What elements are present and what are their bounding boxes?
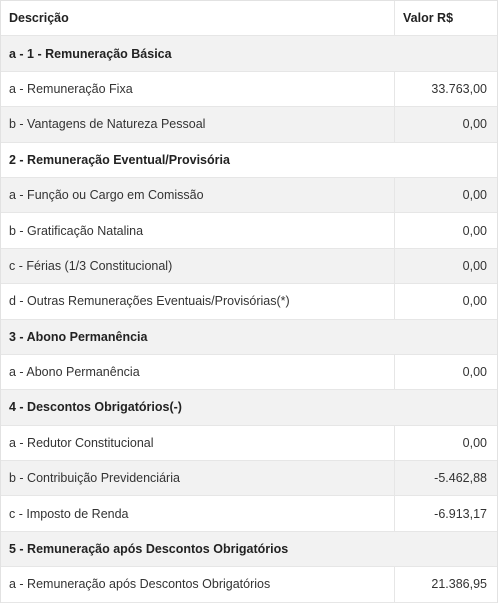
table-row [1,249,497,284]
row-value [395,320,497,354]
row-value: 0,00 [462,365,487,380]
row-value: 21.386,95 [431,577,487,592]
row-value: 0,00 [462,435,487,450]
row-description: d - Outras Remunerações Eventuais/Provisórias(*) [1,284,395,318]
row-description: c - Férias (1/3 Constitucional) [1,249,395,283]
row-value [395,36,497,70]
column-header-valor: Valor R$ [403,11,454,26]
row-value: 0,00 [462,294,487,309]
section-header-row [1,36,497,71]
section-header-row [1,320,497,355]
section-label: 2 - Remuneração Eventual/Provisória [9,152,230,167]
column-header-descricao: Descrição [1,1,395,35]
row-value: 0,00 [462,258,487,273]
row-value: 0,00 [462,188,487,203]
row-value: 0,00 [462,223,487,238]
section-header-row [1,390,497,425]
table-row [1,107,497,142]
table-row [1,461,497,496]
row-value: -6.913,17 [434,506,487,521]
table-row [1,426,497,461]
table-body [1,36,497,602]
table-row [1,355,497,390]
row-description: c - Imposto de Renda [1,496,395,530]
row-value [395,143,497,177]
section-label: 3 - Abono Permanência [9,329,148,344]
row-description: b - Vantagens de Natureza Pessoal [1,107,395,141]
table-row [1,178,497,213]
row-value: -5.462,88 [434,471,487,486]
row-value: 0,00 [462,117,487,132]
table-row [1,72,497,107]
table-row [1,567,497,602]
row-description: a - Remuneração após Descontos Obrigatórios [1,567,395,601]
section-header-row [1,532,497,567]
row-description: a - Redutor Constitucional [1,426,395,460]
row-description: a - Remuneração Fixa [1,72,395,106]
section-label: 5 - Remuneração após Descontos Obrigatórios [9,542,289,557]
table-header-row [1,1,497,36]
table-row [1,284,497,319]
row-value [395,532,497,566]
table-row [1,496,497,531]
section-label: a - 1 - Remuneração Básica [9,46,172,61]
row-description: b - Gratificação Natalina [1,213,395,247]
section-label: 4 - Descontos Obrigatórios(-) [9,400,182,415]
row-value [395,390,497,424]
table-row [1,213,497,248]
row-value: 33.763,00 [431,81,487,96]
section-header-row [1,143,497,178]
row-description: b - Contribuição Previdenciária [1,461,395,495]
row-description: a - Abono Permanência [1,355,395,389]
row-description: a - Função ou Cargo em Comissão [1,178,395,212]
